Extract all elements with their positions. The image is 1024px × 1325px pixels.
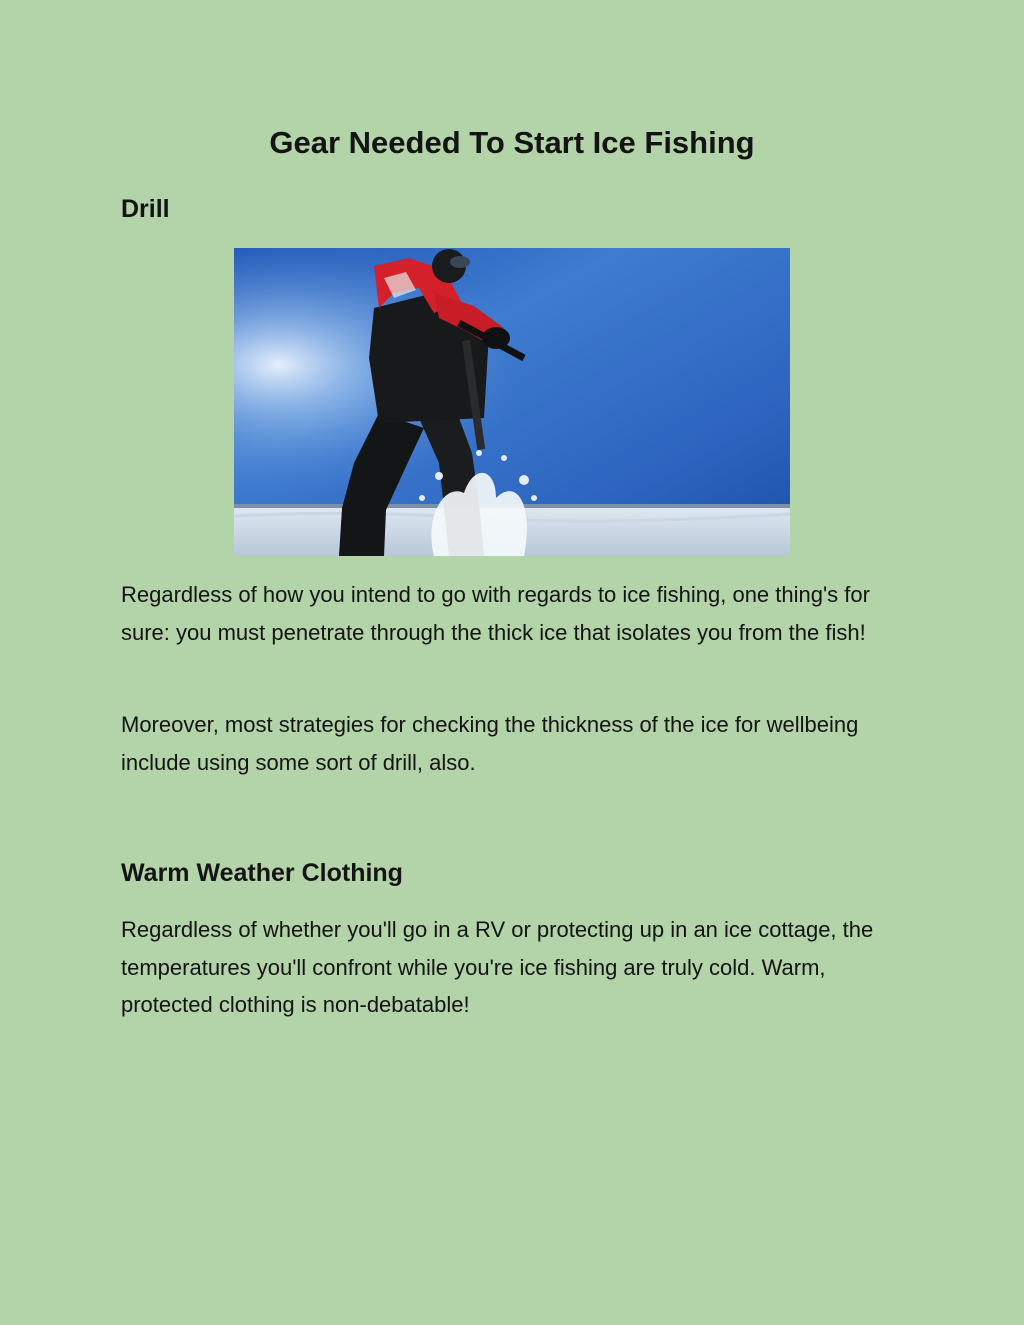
section-heading-drill: Drill <box>121 195 170 223</box>
paragraph-clothing-1: Regardless of whether you'll go in a RV or protecting up in an ice cottage, the temperatures you'll confront while you're ice fishing are truly cold. Warm, protected clothing is non-debatable! <box>121 917 874 1017</box>
ice-drilling-photo <box>234 248 790 556</box>
section-heading-warm-weather-clothing: Warm Weather Clothing <box>121 859 403 887</box>
page-title: Gear Needed To Start Ice Fishing <box>269 125 755 160</box>
paragraph-drill-1: Regardless of how you intend to go with regards to ice fishing, one thing's for sure: you must penetrate through the thick ice that isolates you from the fish! <box>121 582 870 645</box>
paragraph-drill-2: Moreover, most strategies for checking the thickness of the ice for wellbeing include using some sort of drill, also. <box>121 712 859 775</box>
